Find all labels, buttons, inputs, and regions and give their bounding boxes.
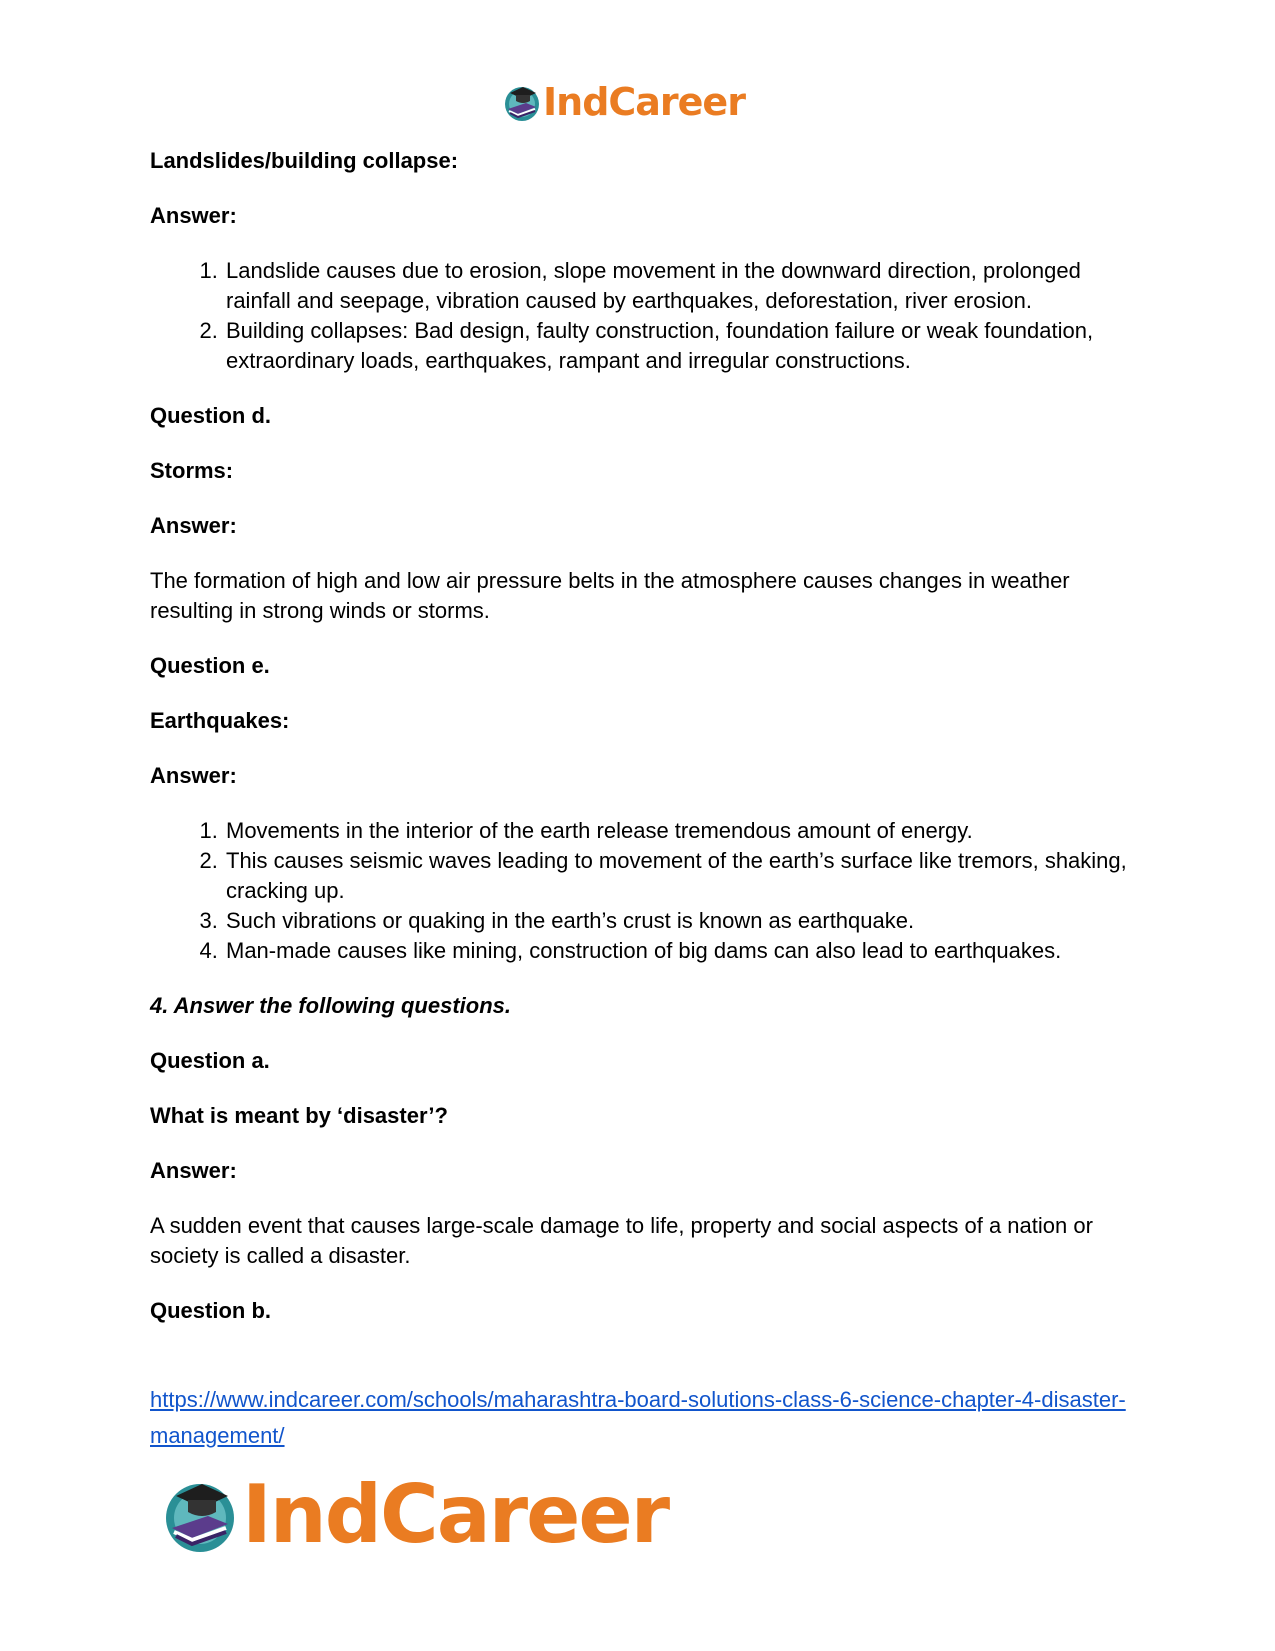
question-heading: What is meant by ‘disaster’? [150,1103,448,1128]
question-heading: Answer: [150,1158,237,1183]
question-heading: Earthquakes: [150,708,290,733]
section-heading: 4. Answer the following questions. [150,993,511,1018]
source-url-link[interactable]: https://www.indcareer.com/schools/maharashtra-board-solutions-class-6-science-chapter-4-disaster-management/ [150,1387,1126,1448]
question-heading: Storms: [150,458,234,483]
list-item: 1. Landslide causes due to erosion, slope movement in the downward direction, prolonged rainfall and seepage, vibration caused by earthquakes, deforestation, river erosion. [224,256,1130,316]
answer-paragraph: The formation of high and low air pressure belts in the atmosphere causes changes in weather resulting in strong winds or storms. [150,568,1070,623]
question-heading: Question e. [150,653,270,678]
document-body [150,146,1130,1351]
question-heading: Question a. [150,1048,270,1073]
question-heading: Question b. [150,1298,271,1323]
logo-wordmark: IndCareer [242,1467,669,1561]
footer-logo [160,1468,668,1560]
logo-wordmark: IndCareer [543,80,745,124]
question-heading: Landslides/building collapse: [150,148,459,173]
graduation-cap-book-icon [502,82,542,122]
question-heading: Question d. [150,403,271,428]
list-item: 1. Movements in the interior of the earth release tremendous amount of energy. [224,816,1130,846]
header-logo [502,78,745,126]
list-item: 3. Such vibrations or quaking in the earth’s crust is known as earthquake. [224,906,1130,936]
graduation-cap-book-icon [160,1474,240,1554]
list-item: 4. Man-made causes like mining, construction of big dams can also lead to earthquakes. [224,936,1130,966]
list-item: 2. Building collapses: Bad design, faulty construction, foundation failure or weak foundation, extraordinary loads, earthquakes, rampant and irregular constructions. [224,316,1130,376]
numbered-list [150,816,1130,966]
question-heading: Answer: [150,203,237,228]
numbered-list [150,256,1130,376]
answer-paragraph: A sudden event that causes large-scale damage to life, property and social aspects of a nation or society is called a disaster. [150,1213,1093,1268]
list-item: 2. This causes seismic waves leading to movement of the earth’s surface like tremors, shaking, cracking up. [224,846,1130,906]
question-heading: Answer: [150,763,237,788]
question-heading: Answer: [150,513,237,538]
